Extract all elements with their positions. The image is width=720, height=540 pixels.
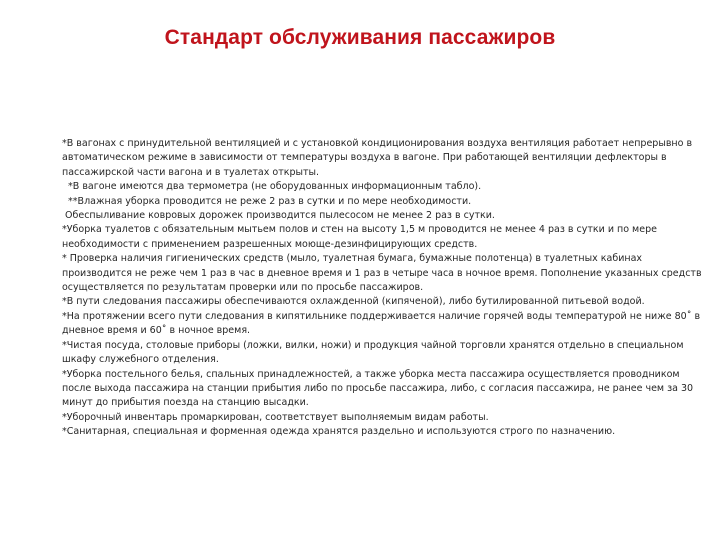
paragraph-toilet-cleaning: *Уборка туалетов с обязательным мытьем полов и стен на высоту 1,5 м проводится не менее 4 раз в сутки и по мере необходимости с применением разрешенных моюще-дезинфицирующих средств.: [62, 224, 660, 250]
paragraph-hot-water: *На протяжении всего пути следования в кипятильнике поддерживается наличие горячей воды температурой не ниже 80˚ в дневное время и 60˚ в ночное время.: [62, 310, 704, 337]
paragraph-drinking-water: *В пути следования пассажиры обеспечиваются охлажденной (кипяченой), либо бутилированной питьевой водой.: [62, 296, 645, 308]
paragraph-thermometers: *В вагоне имеются два термометра (не оборудованных информационным табло).: [62, 181, 482, 193]
paragraph-clothing: *Санитарная, специальная и форменная одежда хранятся раздельно и используются строго по назначению.: [62, 426, 616, 438]
paragraph-wet-cleaning: **Влажная уборка проводится не реже 2 раз в сутки и по мере необходимости.: [62, 195, 472, 207]
paragraph-bedding: *Уборка постельного белья, спальных принадлежностей, а также уборка места пассажира осуществляется проводником после выхода пассажира на станции прибытия либо по просьбе пассажира, либо, с согласия пассажира, не ранее чем за 30 минут до прибытия поезда на станцию высадки.: [62, 368, 697, 409]
slide-title: Стандарт обслуживания пассажиров: [164, 26, 556, 49]
paragraph-carpet-dusting: Обеспыливание ковровых дорожек производится пылесосом не менее 2 раз в сутки.: [62, 210, 495, 222]
paragraph-dishes: *Чистая посуда, столовые приборы (ложки, вилки, ножи) и продукция чайной торговли хранятся отдельно в специальном шкафу служебного отделения.: [62, 339, 687, 366]
slide-body: [62, 137, 705, 440]
paragraph-ventilation: *В вагонах с принудительной вентиляцией и с установкой кондиционирования воздуха вентиляция работает непрерывно в автоматическом режиме в зависимости от температуры воздуха в вагоне. При работающей вентиляции дефлекторы в пассажирской части вагона и в туалетах открыты.: [62, 138, 696, 178]
paragraph-cleaning-equipment: *Уборочный инвентарь промаркирован, соответствует выполняемым видам работы.: [62, 411, 489, 423]
paragraph-hygiene-check: * Проверка наличия гигиенических средств (мыло, туалетная бумага, бумажные полотенца) в туалетных кабинах производится не реже чем 1 раз в час в дневное время и 1 раз в четыре часа в ночное время. Пополнение указанных средств осуществляется по результатам проверки или по просьбе пассажиров.: [62, 253, 705, 294]
